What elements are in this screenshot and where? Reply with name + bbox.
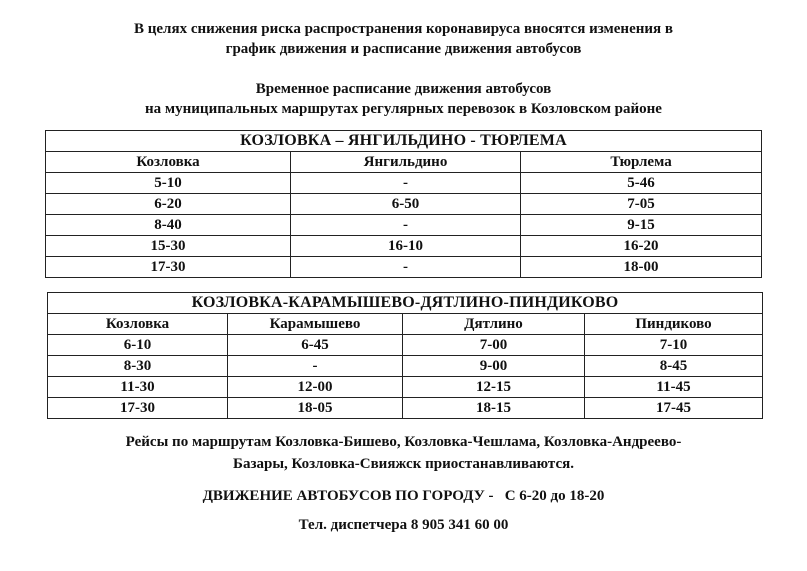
table-cell: - (291, 173, 521, 194)
table-cell: 18-00 (521, 257, 762, 278)
column-header: Дятлино (403, 314, 585, 335)
table-cell: 11-45 (585, 377, 763, 398)
table-cell: 12-15 (403, 377, 585, 398)
table-row (48, 377, 763, 398)
table-cell: 8-30 (48, 356, 228, 377)
table-title-row (46, 131, 762, 152)
route2-table (47, 292, 763, 419)
table-header-row (48, 314, 763, 335)
column-header: Козловка (48, 314, 228, 335)
column-header: Козловка (46, 152, 291, 173)
table-cell: 5-10 (46, 173, 291, 194)
table-row (48, 398, 763, 419)
city-schedule: ДВИЖЕНИЕ АВТОБУСОВ ПО ГОРОДУ - С 6-20 до 18-20 (202, 488, 605, 504)
table-cell: 18-15 (403, 398, 585, 419)
table-cell: 6-10 (48, 335, 228, 356)
table-header-row (46, 152, 762, 173)
table-row (48, 356, 763, 377)
table-cell: 9-00 (403, 356, 585, 377)
table-row (46, 173, 762, 194)
table-cell: 17-30 (46, 257, 291, 278)
notice-line-2: график движения и расписание движения автобусов (225, 41, 582, 57)
table-cell: - (291, 215, 521, 236)
table-cell: 5-46 (521, 173, 762, 194)
suspended-line-1: Рейсы по маршрутам Козловка-Бишево, Козловка-Чешлама, Козловка-Андреево- (125, 434, 682, 450)
notice-line-1: В целях снижения риска распространения коронавируса вносятся изменения в (134, 21, 673, 37)
table-cell: 7-05 (521, 194, 762, 215)
route1-title: КОЗЛОВКА – ЯНГИЛЬДИНО - ТЮРЛЕМА (46, 131, 762, 152)
table-row (46, 215, 762, 236)
table-cell: 7-00 (403, 335, 585, 356)
table-row (46, 194, 762, 215)
heading-line-1: Временное расписание движения автобусов (255, 81, 552, 97)
suspended-line-2: Базары, Козловка-Свияжск приостанавливаются. (233, 456, 574, 472)
table-cell: 15-30 (46, 236, 291, 257)
table-cell: 11-30 (48, 377, 228, 398)
table-cell: 18-05 (228, 398, 403, 419)
table-row (48, 335, 763, 356)
table-cell: 16-10 (291, 236, 521, 257)
dispatcher-phone: Тел. диспетчера 8 905 341 60 00 (298, 517, 509, 533)
table-cell: 6-50 (291, 194, 521, 215)
table-cell: - (291, 257, 521, 278)
table-cell: 16-20 (521, 236, 762, 257)
table-title-row (48, 293, 763, 314)
table-row (46, 236, 762, 257)
column-header: Янгильдино (291, 152, 521, 173)
table-cell: 6-45 (228, 335, 403, 356)
column-header: Карамышево (228, 314, 403, 335)
table-cell: 8-40 (46, 215, 291, 236)
route2-title: КОЗЛОВКА-КАРАМЫШЕВО-ДЯТЛИНО-ПИНДИКОВО (48, 293, 763, 314)
table-cell: 17-30 (48, 398, 228, 419)
heading-line-2: на муниципальных маршрутах регулярных перевозок в Козловском районе (145, 101, 662, 117)
column-header: Пиндиково (585, 314, 763, 335)
table-cell: 17-45 (585, 398, 763, 419)
table-cell: 12-00 (228, 377, 403, 398)
table-row (46, 257, 762, 278)
table-cell: 6-20 (46, 194, 291, 215)
route1-table (45, 130, 762, 278)
table-cell: 7-10 (585, 335, 763, 356)
table-cell: - (228, 356, 403, 377)
table-cell: 9-15 (521, 215, 762, 236)
column-header: Тюрлема (521, 152, 762, 173)
table-cell: 8-45 (585, 356, 763, 377)
